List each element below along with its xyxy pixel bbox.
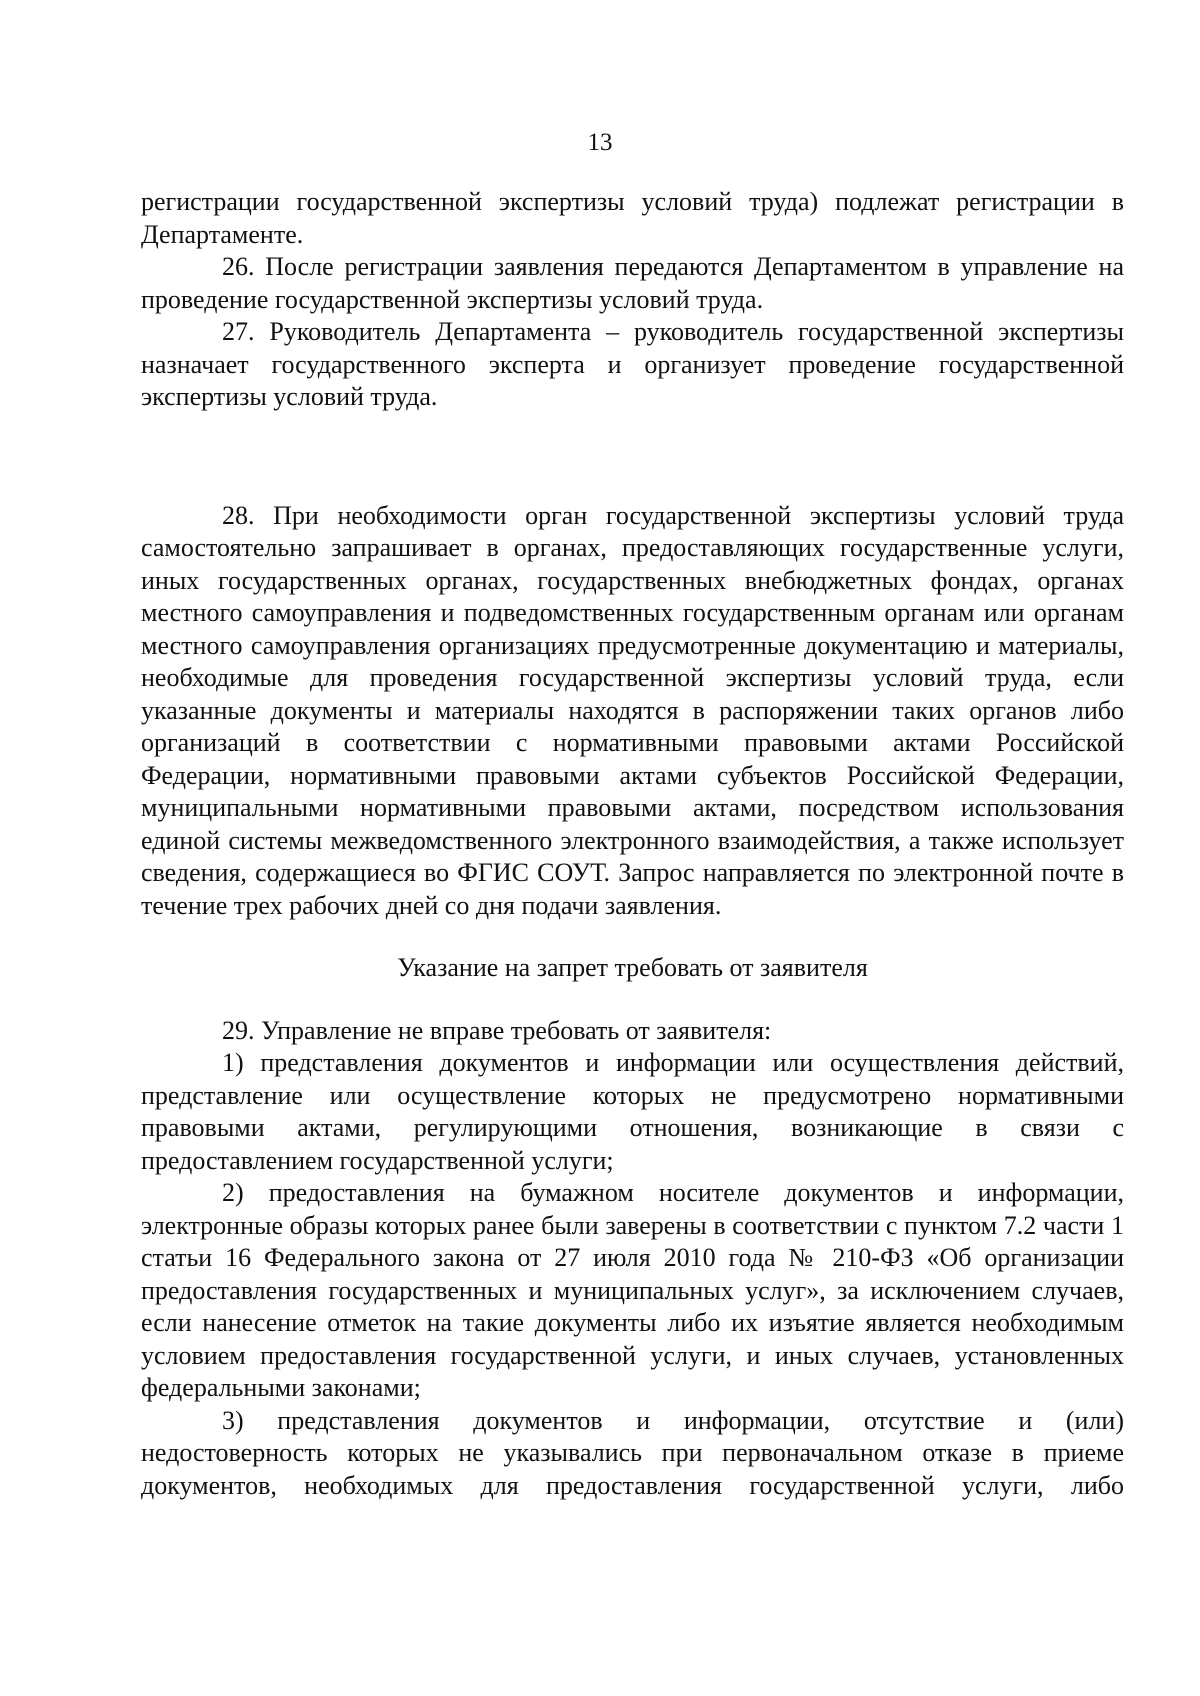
blank-space xyxy=(141,985,1124,1015)
blank-space xyxy=(141,414,1124,500)
list-item-2: 2) предоставления на бумажном носителе документов и информации, электронные образы которых ранее были заверены в соответствии с пунктом 7.2 части 1 статьи 16 Федерального закона от 27 июля 2010 года № 210-ФЗ «Об организации предоставления государственных и муниципальных услуг», за исключением случаев, если нанесение отметок на такие документы либо их изъятие является необходимым условием предоставления государственной услуги, и иных случаев, установленных федеральными законами; xyxy=(141,1178,1124,1402)
paragraph-26: 26. После регистрации заявления передаются Департаментом в управление на проведение государственной экспертизы условий труда. xyxy=(141,252,1124,314)
list-item-1: 1) представления документов и информации или осуществления действий, представление или осуществление которых не предусмотрено нормативными правовыми актами, регулирующими отношения, возникающие в связи с предоставлением государственной услуги; xyxy=(141,1048,1124,1175)
paragraph-29: 29. Управление не вправе требовать от заявителя: xyxy=(222,1015,772,1045)
page-body xyxy=(141,186,1124,1502)
paragraph-continuation: регистрации государственной экспертизы условий труда) подлежат регистрации в Департаменте. xyxy=(141,187,1124,249)
section-heading: Указание на запрет требовать от заявителя xyxy=(397,953,868,982)
paragraph-27: 27. Руководитель Департамента – руководитель государственной экспертизы назначает государственного эксперта и организует проведение государственной экспертизы условий труда. xyxy=(141,317,1124,411)
paragraph-28: 28. При необходимости орган государственной экспертизы условий труда самостоятельно запрашивает в органах, предоставляющих государственные услуги, иных государственных органах, государственных внебюджетных фондах, органах местного самоуправления и подведомственных государственным органам или органам местного самоуправления организациях предусмотренные документацию и материалы, необходимые для проведения государственной экспертизы условий труда, если указанные документы и материалы находятся в распоряжении таких органов либо организаций в соответствии с нормативными правовыми актами Российской Федерации, нормативными правовыми актами субъектов Российской Федерации, муниципальными нормативными правовыми актами, посредством использования единой системы межведомственного электронного взаимодействия, а также использует сведения, содержащиеся во ФГИС СОУТ. Запрос направляется по электронной почте в течение трех рабочих дней со дня подачи заявления. xyxy=(141,500,1124,920)
blank-space xyxy=(141,922,1124,952)
list-item-3: 3) представления документов и информации, отсутствие и (или) недостоверность которых не указывались при первоначальном отказе в приеме документов, необходимых для предоставления государственной услуги, либо xyxy=(141,1405,1124,1500)
page-number: 13 xyxy=(587,129,613,156)
